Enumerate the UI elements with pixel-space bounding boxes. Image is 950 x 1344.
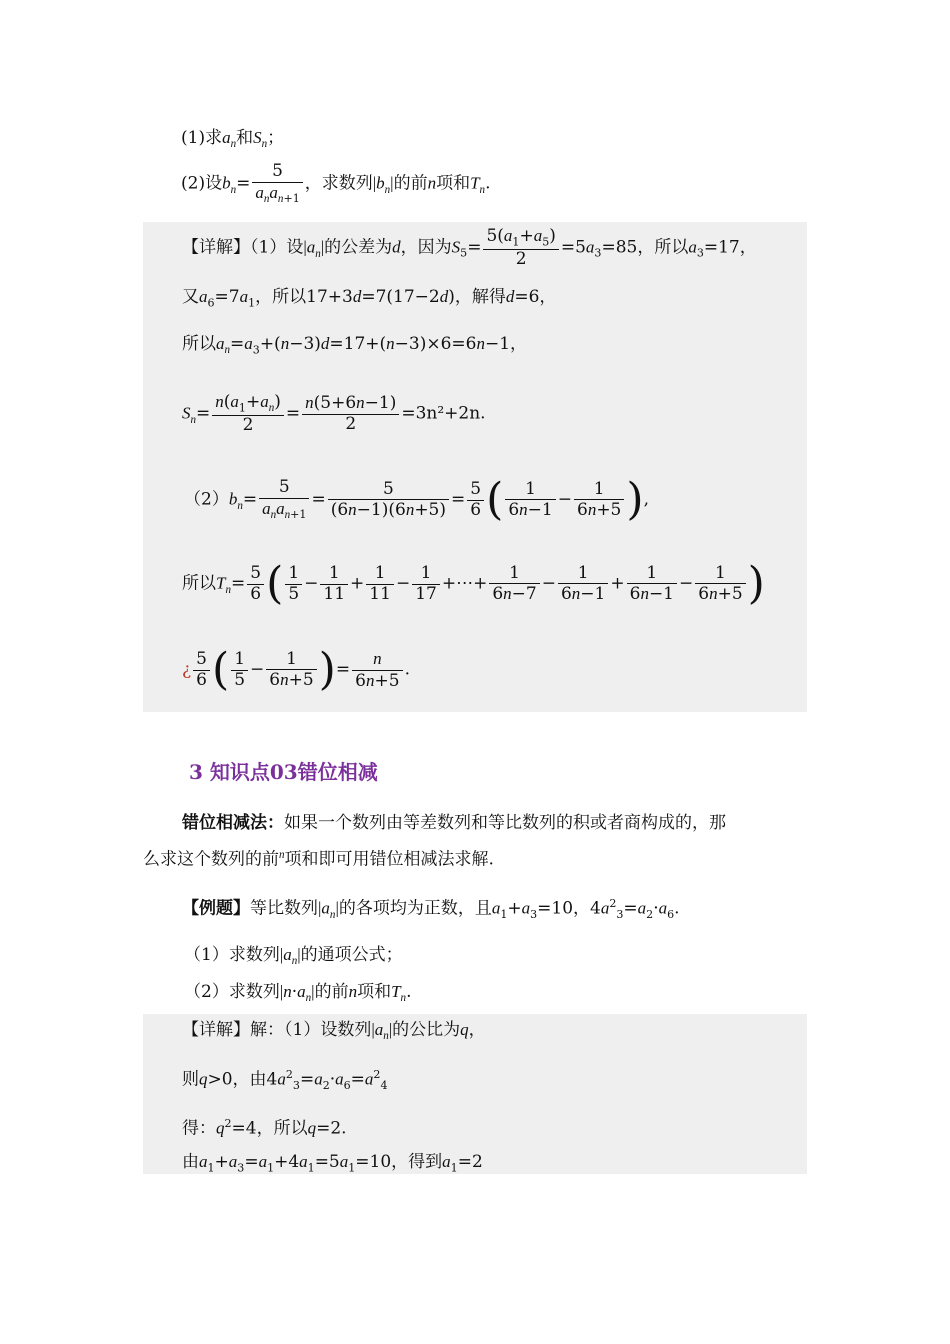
method-paragraph-line-1: 错位相减法：如果一个数列由等差数列和等比数列的积或者商构成的，那 (182, 813, 726, 833)
solution-1-line-6: 所以$T_n=$ $\frac{5}{6}$ ( $\frac{1}{5}$ − $\frac{1}{11}$ + $\frac{1}{11}$ − $\frac{1}{17}$ +⋯+ $\frac{1}{6n-7}$ − $\frac{1}{6n-1}$ + $\frac{1}{6n-1}$ − $\frac{1}{6n+5}$ ) (182, 558, 765, 609)
solution-2-line-3: 得：$q^2=4$，所以q=2. (182, 1117, 347, 1139)
question-1: (1)求$a_n$和$S_n$； (181, 128, 285, 151)
example-question-1: （1）求数列$|a_n|$的通项公式； (184, 945, 403, 968)
solution-1-line-7: ¿ $\frac{5}{6}$ ( $\frac{1}{5}$ − $\frac{1}{6n+5}$ )= $\frac{n}{6n+5}$ . (182, 644, 410, 695)
solution-2-line-4: 由$a_1+a_3=a_1+4a_1=5a_1=10$，得到$a_1=2$ (182, 1152, 483, 1175)
solution-1-line-5: $(2)b_n=$ $\frac{5}{a_na_{n+1}}$ = $\frac{5}{(6n-1)(6n+5)}$ = $\frac{5}{6}$ ( $\frac{1}{6n-1}$ − $\frac{1}{6n+5}$ ), (184, 474, 650, 525)
section-heading: 3 知识点03错位相减 (189, 760, 378, 784)
method-paragraph-line-2: 么求这个数列的前$^n$项和即可用错位相减法求解. (143, 849, 494, 870)
example-line: 【例题】等比数列$|a_n|$的各项均为正数，且$a_1+a_3=10$，$4a^2_3=a_2\cdot a_6$. (182, 897, 680, 922)
solution-1-line-1: 【详解】（1）设$|a_n|$的公差为d，因为$S_5=$ $\frac{5(a_1+a_5)}{2}$ $=5a_3=85$，所以$a_3=17$， (182, 226, 757, 270)
solution-1-line-4: $S_n=$ $\frac{n(a_1+a_n)}{2}$ = $\frac{n(5+6n-1)}{2}$ =3n²+2n. (182, 392, 486, 436)
question-2: (2)设$b_n=$ $\frac{5}{a_na_{n+1}}$ ，求数列$|b_n|$的前n项和$T_n$. (181, 161, 491, 205)
example-question-2: （2）求数列$|n\cdot a_n|$的前n项和$T_n$. (184, 982, 412, 1005)
detail-label: 【详解】 (182, 237, 250, 258)
solution-2-line-2: 则q>0，由$4a^2_3=a_2\cdot a_6=a^2_4$ (182, 1068, 388, 1093)
solution-1-line-2: 又$a_6=7a_1$，所以17+3d=7(17−2d)，解得d=6， (182, 287, 557, 310)
solution-1-line-3: 所以$a_n=a_3+(n-3)d=17+(n-3)\times 6=6n-1$， (182, 334, 528, 357)
solution-2-line-1: 【详解】解：（1）设数列$|a_n|$的公比为q， (182, 1020, 486, 1043)
